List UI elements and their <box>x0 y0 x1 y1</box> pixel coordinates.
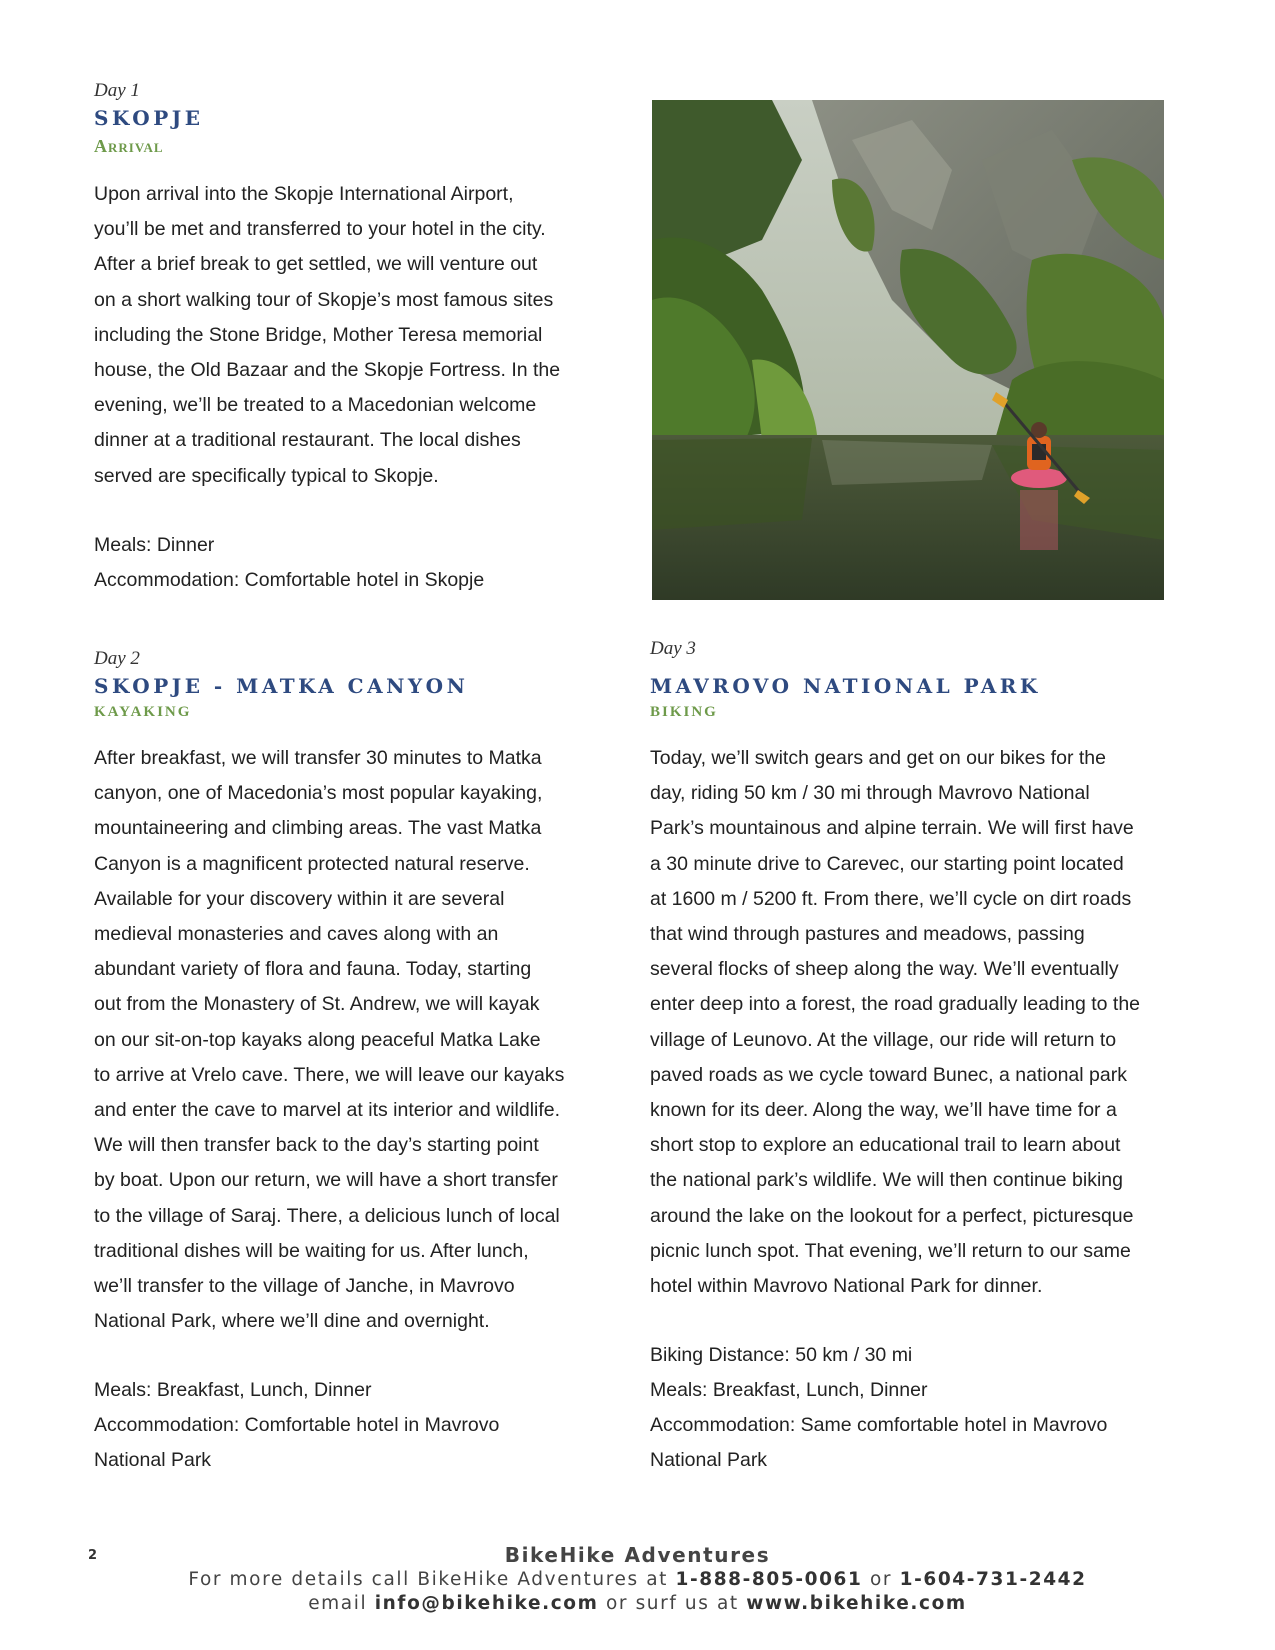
day-title: MAVROVO NATIONAL PARK <box>650 674 1041 698</box>
call-prefix: For more details call BikeHike Adventures at <box>188 1569 668 1590</box>
day-title: SKOPJE - MATKA CANYON <box>94 674 469 698</box>
text-line: including the Stone Bridge, Mother Teresa memorial <box>94 323 543 346</box>
text-line: at 1600 m / 5200 ft. From there, we’ll cycle on dirt roads <box>650 887 1132 910</box>
accommodation-line: Accommodation: Comfortable hotel in Mavrovo <box>94 1414 500 1437</box>
day-description <box>94 177 594 494</box>
day-label: Day 1 <box>94 80 140 101</box>
accommodation-line-cont: National Park <box>94 1449 212 1472</box>
text-line: Available for your discovery within it are several <box>94 887 505 910</box>
distance-line: Biking Distance: 50 km / 30 mi <box>650 1344 913 1367</box>
text-line: the national park’s wildlife. We will then continue biking <box>650 1169 1123 1192</box>
footer <box>0 1542 1275 1616</box>
text-line: canyon, one of Macedonia’s most popular kayaking, <box>94 782 543 805</box>
text-line: evening, we’ll be treated to a Macedonian welcome <box>94 394 537 417</box>
text-line: mountaineering and climbing areas. The vast Matka <box>94 817 542 840</box>
contact-web-line <box>0 1592 1275 1616</box>
text-line: day, riding 50 km / 30 mi through Mavrovo National <box>650 782 1090 805</box>
company-name: BikeHike Adventures <box>504 1543 771 1567</box>
text-line: After a brief break to get settled, we will venture out <box>94 253 538 276</box>
page-number: 2 <box>88 1548 98 1563</box>
text-line: Today, we’ll switch gears and get on our bikes for the <box>650 747 1106 769</box>
day-3-section <box>650 638 1170 1478</box>
text-line: enter deep into a forest, the road gradually leading to the <box>650 993 1141 1016</box>
text-line: house, the Old Bazaar and the Skopje Fortress. In the <box>94 359 561 382</box>
text-line: that wind through pastures and meadows, passing <box>650 923 1085 946</box>
accommodation-line: Accommodation: Comfortable hotel in Skopje <box>94 568 485 591</box>
phone-link-2[interactable]: 1-604-731-2442 <box>899 1569 1087 1590</box>
or-word: or <box>869 1569 893 1590</box>
day-label: Day 2 <box>94 648 140 669</box>
text-line: paved roads as we cycle toward Bunec, a national park <box>650 1063 1127 1086</box>
text-line: served are specifically typical to Skopje. <box>94 464 439 487</box>
text-line: by boat. Upon our return, we will have a short transfer <box>94 1169 558 1192</box>
text-line: After breakfast, we will transfer 30 minutes to Matka <box>94 747 542 769</box>
text-line: on a short walking tour of Skopje’s most famous sites <box>94 288 554 311</box>
text-line: abundant variety of flora and fauna. Today, starting <box>94 958 532 981</box>
day-label: Day 3 <box>650 638 696 659</box>
text-line: Park’s mountainous and alpine terrain. We will first have <box>650 817 1134 840</box>
day-description <box>650 741 1170 1304</box>
text-line: around the lake on the lookout for a perfect, picturesque <box>650 1204 1134 1227</box>
meals-line: Meals: Breakfast, Lunch, Dinner <box>650 1379 928 1402</box>
text-line: you’ll be met and transferred to your hotel in the city. <box>94 218 546 241</box>
text-line: Upon arrival into the Skopje International Airport, <box>94 183 514 205</box>
website-link[interactable]: www.bikehike.com <box>746 1593 967 1614</box>
text-line: known for its deer. Along the way, we’ll have time for a <box>650 1099 1117 1122</box>
text-line: village of Leunovo. At the village, our ride will return to <box>650 1028 1117 1051</box>
text-line: several flocks of sheep along the way. We’ll eventually <box>650 958 1119 981</box>
text-line: a 30 minute drive to Carevec, our starting point located <box>650 852 1124 875</box>
day-subtitle: KAYAKING <box>94 704 192 720</box>
accommodation-line-cont: National Park <box>650 1449 768 1472</box>
text-line: to arrive at Vrelo cave. There, we will leave our kayaks <box>94 1063 565 1086</box>
day-meta <box>94 1373 594 1478</box>
text-line: to the village of Saraj. There, a delicious lunch of local <box>94 1204 560 1227</box>
day-meta <box>650 1338 1170 1478</box>
text-line: National Park, where we’ll dine and overnight. <box>94 1310 490 1333</box>
day-subtitle: BIKING <box>650 704 718 720</box>
text-line: out from the Monastery of St. Andrew, we will kayak <box>94 993 540 1016</box>
meals-line: Meals: Dinner <box>94 533 215 556</box>
day-meta <box>94 528 594 598</box>
email-link[interactable]: info@bikehike.com <box>374 1593 599 1614</box>
accommodation-line: Accommodation: Same comfortable hotel in Mavrovo <box>650 1414 1108 1437</box>
kayak-canyon-photo <box>652 100 1164 600</box>
contact-phone-line <box>0 1568 1275 1592</box>
day-1-section <box>94 80 594 598</box>
phone-link-1[interactable]: 1-888-805-0061 <box>675 1569 863 1590</box>
text-line: traditional dishes will be waiting for us. After lunch, <box>94 1239 529 1262</box>
text-line: dinner at a traditional restaurant. The local dishes <box>94 429 521 452</box>
day-title: SKOPJE <box>94 106 204 130</box>
surf-text: or surf us at <box>605 1593 739 1614</box>
text-line: We will then transfer back to the day’s starting point <box>94 1134 539 1157</box>
day-subtitle: Arrival <box>94 136 164 156</box>
day-description <box>94 741 594 1339</box>
meals-line: Meals: Breakfast, Lunch, Dinner <box>94 1379 372 1402</box>
day-2-section <box>94 648 594 1478</box>
text-line: we’ll transfer to the village of Janche, in Mavrovo <box>94 1275 515 1298</box>
text-line: picnic lunch spot. That evening, we’ll return to our same <box>650 1239 1131 1262</box>
text-line: short stop to explore an educational trail to learn about <box>650 1134 1121 1157</box>
text-line: on our sit-on-top kayaks along peaceful Matka Lake <box>94 1028 541 1051</box>
email-prefix: email <box>308 1593 368 1614</box>
text-line: medieval monasteries and caves along with an <box>94 923 499 946</box>
text-line: and enter the cave to marvel at its interior and wildlife. <box>94 1099 561 1122</box>
text-line: hotel within Mavrovo National Park for dinner. <box>650 1275 1043 1298</box>
text-line: Canyon is a magnificent protected natural reserve. <box>94 852 530 875</box>
